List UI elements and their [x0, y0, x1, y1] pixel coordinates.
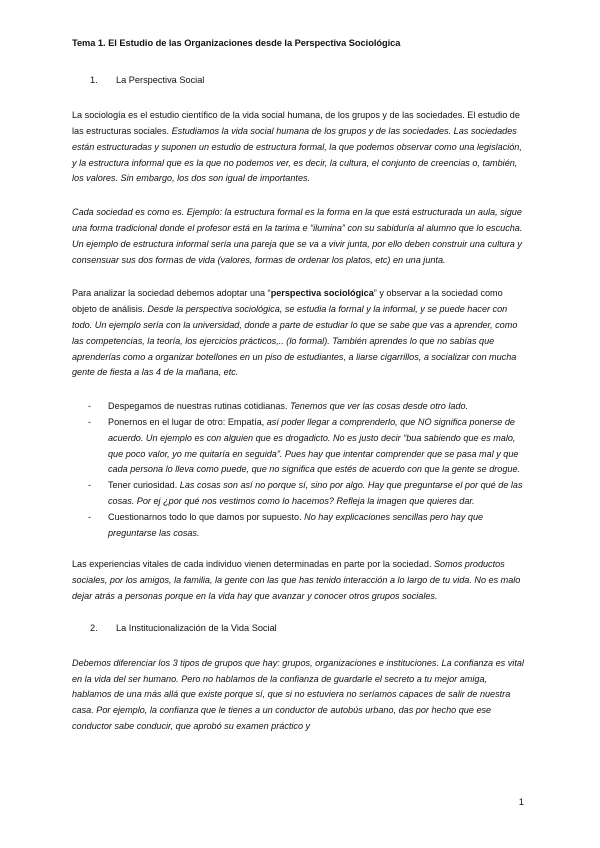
list-dash: - [88, 416, 92, 427]
bold-term: perspectiva sociológica [270, 288, 374, 299]
list-item [88, 415, 528, 478]
paragraph-italic-text: Estudiamos la vida social humana de los grupos y de las sociedades. Las sociedades están estructuradas y suponen un estudio de estructura formal, la que podemos observar como una legislación, y la estructura informal que es la que no podemos ver, es decir, la cultura, el conjunto de creencias o, también, los valores. Sin embargo, los dos son igual de importantes. [72, 125, 522, 184]
page-number: 1 [518, 797, 524, 808]
list-item [88, 510, 528, 542]
paragraph-text: Las experiencias vitales de cada individuo vienen determinadas en parte por la sociedad. [72, 559, 434, 570]
section-heading-1 [90, 75, 528, 86]
section-number: 2. [90, 622, 98, 633]
section-title: La Perspectiva Social [116, 75, 205, 86]
list-item-text: Cuestionarnos todo lo que damos por supuesto. [108, 511, 305, 522]
paragraph-text: ” y observar a la sociedad como objeto de análisis. [72, 288, 503, 315]
paragraph-sociological-perspective [72, 286, 528, 381]
list-dash: - [88, 401, 92, 412]
section-title: La Institucionalización de la Vida Social [116, 622, 277, 633]
paragraph-group-types [72, 656, 528, 735]
list-item-text: Tener curiosidad. [108, 480, 180, 491]
list-dash: - [88, 480, 92, 491]
list-item-italic-text: así poder llegar a comprenderlo, que NO significa ponerse de acuerdo. Un ejemplo es con alguien que es drogadicto. No es justo decir “bua sabiendo que es malo, que poco valor, yo me quitaría en seguida”. Pues hay que intentar comprender que se pasa mal y que cada persona lo lleva como puede, que no significa que estés de acuerdo con que la gente se drogue. [108, 416, 521, 475]
list-dash: - [88, 511, 92, 522]
section-number: 1. [90, 75, 98, 86]
list-item-text: Despegamos de nuestras rutinas cotidianas. [108, 401, 290, 412]
paragraph-life-experiences [72, 557, 528, 604]
paragraph-italic-text: Desde la perspectiva sociológica, se estudia la formal y la informal, y se puede hacer con todo. Un ejemplo sería con la universidad, donde a parte de estudiar lo que se sabe que vas a aprender, como las competencias, la teoría, los ejercicios prácticos,.. (lo formal). También aprendes lo que no sabías que aprenderías como a organizar botellones en un piso de estudiantes, a liarse cigarrillos, a socializar con mucha gente de fiesta a las 4 de la mañana, etc. [72, 304, 518, 378]
bullet-list [88, 399, 528, 541]
list-item-italic-text: Tenemos que ver las cosas desde otro lado. [289, 401, 469, 412]
paragraph-italic-text: Debemos diferenciar los 3 tipos de grupos que hay: grupos, organizaciones e instituciones. La confianza es vital en la vida del ser humano. Pero no hablamos de la confianza de guardarle el secreto a tu mejor amiga, hablamos de una más allá que existe porque sí, que si no estuviera no seríamos capaces de salir de nuestra casa. Por ejemplo, la confianza que le tienes a un conductor de autobús urbano, das por hecho que ese conductor sabe conducir, que aprobó su examen práctico y [72, 657, 524, 731]
list-item [88, 478, 528, 510]
list-item-text: Ponernos en el lugar de otro: Empatía, [108, 416, 267, 427]
paragraph-italic-text: Somos productos sociales, por los amigos, la familia, la gente con las que has tenido interacción a lo largo de tu vida. No es malo dejar atrás a personas porque en la vida hay que avanzar y conocer otros grupos sociales. [72, 559, 521, 601]
section-heading-2 [90, 623, 528, 634]
paragraph-italic-text: Cada sociedad es como es. Ejemplo: la estructura formal es la forma en la que está estructurada un aula, sigue una forma tradicional donde el profesor está en la tarima e “ilumina” con su sabiduría al alumno que lo escucha. Un ejemplo de estructura informal sería una pareja que se va a vivir junta, por ello deben construir una cultura y consensuar sus dos formas de vida (valores, formas de ordenar los platos, etc) en una junta. [72, 207, 523, 265]
paragraph-text: La sociología es el estudio científico de la vida social humana, de los grupos y de las sociedades. El estudio de las estructuras sociales. [72, 110, 520, 136]
document-title: Tema 1. El Estudio de las Organizaciones desde la Perspectiva Sociológica [72, 38, 401, 48]
paragraph-text: Para analizar la sociedad debemos adoptar una “ [72, 288, 271, 299]
list-item-italic-text: Las cosas son así no porque sí, sino por algo. Hay que preguntarse el por qué de las cosas. Por ej ¿por qué nos vestimos como lo hacemos? Refleja la imagen que quieres dar. [108, 480, 523, 506]
list-item [88, 399, 528, 415]
list-item-italic-text: No hay explicaciones sencillas pero hay que preguntarse las cosas. [108, 511, 484, 538]
paragraph-society-example [72, 205, 528, 268]
paragraph-sociology-definition [72, 108, 528, 187]
